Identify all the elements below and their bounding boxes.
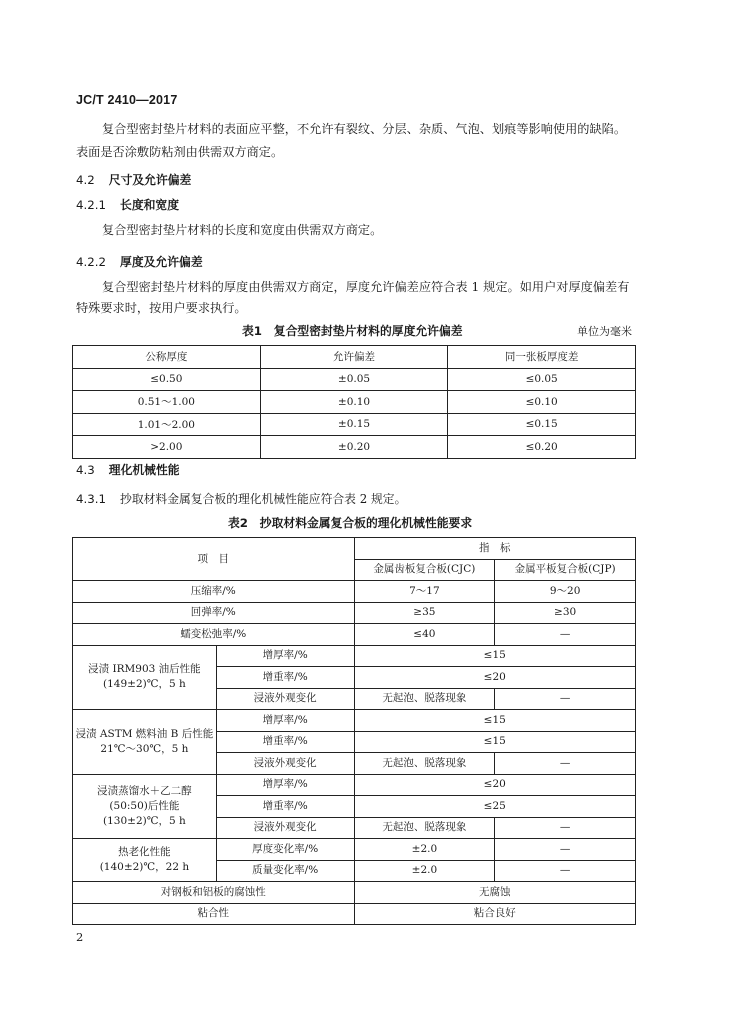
table-2-caption: 表2 抄取材料金属复合板的理化机械性能要求 (228, 516, 473, 530)
table-cell: ≤0.05 (448, 368, 636, 391)
table-cell: ±2.0 (354, 860, 495, 882)
section-4-2-heading (76, 171, 191, 188)
table-cell: ≤20 (354, 774, 635, 796)
table-row (73, 602, 636, 624)
group-label-line: 热老化性能 (118, 846, 171, 858)
table-row (73, 903, 636, 925)
table-cell: 无起泡、脱落现象 (354, 817, 495, 839)
table-header-row (73, 538, 636, 560)
group-label (73, 710, 217, 775)
header-item: 项 目 (73, 538, 355, 581)
row-label: 增厚率/% (216, 645, 354, 667)
table-cell: — (495, 624, 636, 646)
section-number: 4.2.2 (76, 255, 107, 269)
row-label: 蠕变松弛率/% (73, 624, 355, 646)
table-cell: 粘合良好 (354, 903, 635, 925)
table-cell: ±0.10 (260, 391, 448, 414)
header-cell: 公称厚度 (73, 346, 261, 369)
table-cell: 1.01～2.00 (73, 413, 261, 436)
row-label: 质量变化率/% (216, 860, 354, 882)
section-4-2-2-line-2: 特殊要求时，按用户要求执行。 (76, 301, 247, 315)
table-cell: ≤0.10 (448, 391, 636, 414)
table-row (73, 391, 636, 414)
section-4-2-1-text: 复合型密封垫片材料的长度和宽度由供需双方商定。 (102, 223, 383, 237)
section-4-2-2-line-1: 复合型密封垫片材料的厚度由供需双方商定，厚度允许偏差应符合表 1 规定。如用户对厚度偏差有 (102, 280, 630, 294)
table-cell: — (495, 860, 636, 882)
table-row (73, 436, 636, 459)
group-label-line: (130±2)℃，5 h (103, 814, 186, 827)
row-label: 浸液外观变化 (216, 753, 354, 775)
table-cell: — (495, 839, 636, 861)
table-cell: ±2.0 (354, 839, 495, 861)
table-row (73, 581, 636, 603)
table-1-unit: 单位为毫米 (577, 325, 632, 338)
table-row (73, 413, 636, 436)
table-cell: — (495, 688, 636, 710)
table-cell: 无起泡、脱落现象 (354, 688, 495, 710)
row-label: 增厚率/% (216, 774, 354, 796)
intro-line-2: 表面是否涂敷防粘剂由供需双方商定。 (76, 145, 284, 159)
table-cell: 0.51～1.00 (73, 391, 261, 414)
row-label: 增重率/% (216, 731, 354, 753)
table-row (73, 645, 636, 667)
group-label-line: (140±2)℃，22 h (99, 861, 190, 873)
table-1-caption: 表1 复合型密封垫片材料的厚度允许偏差 (242, 324, 463, 338)
row-label: 粘合性 (73, 903, 355, 925)
group-label (73, 774, 217, 839)
table-cell: 无起泡、脱落现象 (354, 753, 495, 775)
table-row (73, 624, 636, 646)
section-4-3-heading (76, 461, 180, 478)
row-label: 浸液外观变化 (216, 817, 354, 839)
row-label: 浸液外观变化 (216, 688, 354, 710)
row-label: 增重率/% (216, 667, 354, 689)
section-4-2-1-heading (76, 196, 179, 213)
row-label: 厚度变化率/% (216, 839, 354, 861)
intro-line-1: 复合型密封垫片材料的表面应平整，不允许有裂纹、分层、杂质、气泡、划痕等影响使用的缺陷。 (102, 122, 627, 136)
group-label (73, 645, 217, 710)
header-cjc: 金属齿板复合板(CJC) (354, 559, 495, 581)
table-cell: ≤15 (354, 645, 635, 667)
section-title: 厚度及允许偏差 (120, 255, 203, 269)
table-cell: 7～17 (354, 581, 495, 603)
section-title: 理化机械性能 (108, 463, 180, 477)
page-number: 2 (76, 930, 84, 944)
header-cell: 同一张板厚度差 (448, 346, 636, 369)
table-1 (72, 345, 636, 459)
row-label: 回弹率/% (73, 602, 355, 624)
header-cell: 允许偏差 (260, 346, 448, 369)
table-header-row (73, 346, 636, 369)
section-title: 尺寸及允许偏差 (108, 173, 192, 187)
table-cell: ≥35 (354, 602, 495, 624)
table-cell: ≥30 (495, 602, 636, 624)
section-number: 4.3 (76, 463, 95, 477)
group-label-line: (50:50)后性能 (109, 799, 180, 812)
table-cell: ≤40 (354, 624, 495, 646)
section-4-2-2-heading (76, 253, 203, 270)
header-cjp: 金属平板复合板(CJP) (495, 559, 636, 581)
group-label-line: (149±2)℃，5 h (103, 678, 186, 691)
table-cell: 9～20 (495, 581, 636, 603)
table-cell: ±0.15 (260, 413, 448, 436)
table-row (73, 774, 636, 796)
header-index: 指 标 (354, 538, 635, 560)
table-cell: ≤15 (354, 710, 635, 732)
section-text: 抄取材料金属复合板的理化机械性能应符合表 2 规定。 (120, 492, 407, 506)
table-cell: 无腐蚀 (354, 882, 635, 904)
table-cell: ≤25 (354, 796, 635, 818)
section-4-3-1-line (76, 490, 406, 507)
table-cell: ≤0.15 (448, 413, 636, 436)
section-number: 4.3.1 (76, 492, 107, 506)
group-label (73, 839, 217, 882)
table-2 (72, 537, 636, 925)
row-label: 增厚率/% (216, 710, 354, 732)
table-cell: ≤0.50 (73, 368, 261, 391)
table-cell: ±0.05 (260, 368, 448, 391)
table-cell: ≤15 (354, 731, 635, 753)
row-label: 压缩率/% (73, 581, 355, 603)
row-label: 对钢板和铝板的腐蚀性 (73, 882, 355, 904)
table-cell: ≤20 (354, 667, 635, 689)
table-row (73, 839, 636, 861)
table-cell: >2.00 (73, 436, 261, 459)
section-title: 长度和宽度 (120, 198, 180, 212)
standard-code: JC/T 2410—2017 (76, 93, 178, 107)
section-number: 4.2.1 (76, 198, 107, 212)
group-label-line: 浸渍 ASTM 燃料油 B 后性能 (75, 727, 214, 740)
table-cell: ≤0.20 (448, 436, 636, 459)
table-row (73, 710, 636, 732)
table-row (73, 368, 636, 391)
table-row (73, 882, 636, 904)
group-label-line: 浸渍 IRM903 油后性能 (88, 663, 201, 676)
table-cell: — (495, 817, 636, 839)
row-label: 增重率/% (216, 796, 354, 818)
section-number: 4.2 (76, 173, 95, 187)
group-label-line: 21℃～30℃，5 h (100, 742, 189, 755)
table-cell: ±0.20 (260, 436, 448, 459)
group-label-line: 浸渍蒸馏水＋乙二醇 (97, 784, 192, 797)
table-cell: — (495, 753, 636, 775)
